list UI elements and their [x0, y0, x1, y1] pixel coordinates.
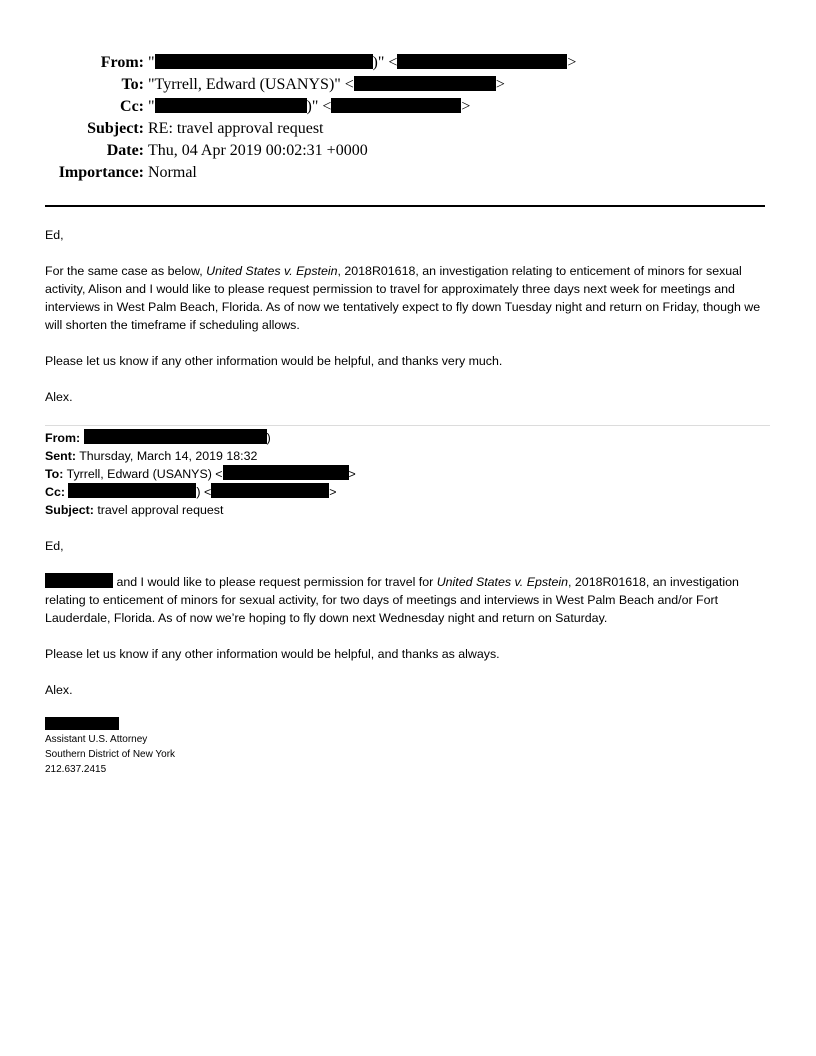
original-signoff: Alex.	[45, 683, 73, 697]
signature-name-redaction	[45, 717, 119, 730]
redaction-bar	[397, 54, 567, 69]
original-paragraph-2: Please let us know if any other information would be helpful, and thanks as always.	[45, 647, 500, 661]
redaction-bar	[68, 483, 196, 498]
redaction-bar	[331, 98, 461, 113]
original-cc-row: Cc: ) < >	[45, 485, 337, 499]
header-from-value: " )" < >	[148, 54, 577, 71]
reply-message	[45, 226, 780, 406]
header-to-value: "Tyrrell, Edward (USANYS)" < >	[148, 76, 505, 93]
redaction-bar	[211, 483, 329, 498]
signature-block	[45, 717, 175, 777]
header-cc-value: " )" < >	[148, 98, 471, 115]
original-sent-row: Sent: Thursday, March 14, 2019 18:32	[45, 449, 258, 463]
redaction-bar	[223, 465, 349, 480]
redaction-bar	[354, 76, 496, 91]
original-to-row: To: Tyrrell, Edward (USANYS) < >	[45, 467, 356, 481]
header-importance-value: Normal	[148, 164, 197, 181]
signature-office: Southern District of New York	[45, 749, 176, 760]
signature-title: Assistant U.S. Attorney	[45, 734, 148, 745]
original-message	[45, 429, 780, 699]
reply-greeting: Ed,	[45, 228, 64, 242]
reply-signoff: Alex.	[45, 390, 73, 404]
original-greeting: Ed,	[45, 539, 64, 553]
original-subject-row: Subject: travel approval request	[45, 503, 224, 517]
redaction-bar	[84, 429, 267, 444]
header-cc-label: Cc:	[120, 98, 144, 115]
redaction-bar	[45, 573, 113, 588]
header-divider	[45, 205, 765, 207]
original-from-row: From: )	[45, 431, 271, 445]
header-date-value: Thu, 04 Apr 2019 00:02:31 +0000	[148, 142, 368, 159]
redaction-bar	[155, 54, 373, 69]
header-from-label: From:	[100, 54, 144, 71]
signature-phone: 212.637.2415	[45, 764, 107, 775]
reply-paragraph-1: For the same case as below, United States v. Epstein, 2018R01618, an investigation relating to enticement of minors for sexual activity, Alison and I would like to please request permission to travel for approximately three days next week for meetings and interviews in West Palm Beach, Florida. As of now we tentatively expect to fly down Tuesday night and return on Friday, though we will shorten the timeframe if scheduling allows.	[45, 264, 761, 332]
quoted-message-divider	[45, 425, 770, 426]
original-paragraph-1: and I would like to please request permission for travel for United States v. Epstein, 2018R01618, an investigation relating to enticement of minors for sexual activity, for two days of meetings and interviews in West Palm Beach and/or Fort Lauderdale, Florida. As of now we’re hoping to fly down next Wednesday night and return on Saturday.	[45, 575, 739, 625]
header-importance-label: Importance:	[58, 164, 144, 181]
header-date-label: Date:	[106, 142, 144, 159]
header-to-label: To:	[121, 76, 144, 93]
redaction-bar	[155, 98, 307, 113]
reply-paragraph-2: Please let us know if any other information would be helpful, and thanks very much.	[45, 354, 503, 368]
header-subject-label: Subject:	[87, 120, 144, 137]
header-subject-value: RE: travel approval request	[148, 120, 324, 137]
